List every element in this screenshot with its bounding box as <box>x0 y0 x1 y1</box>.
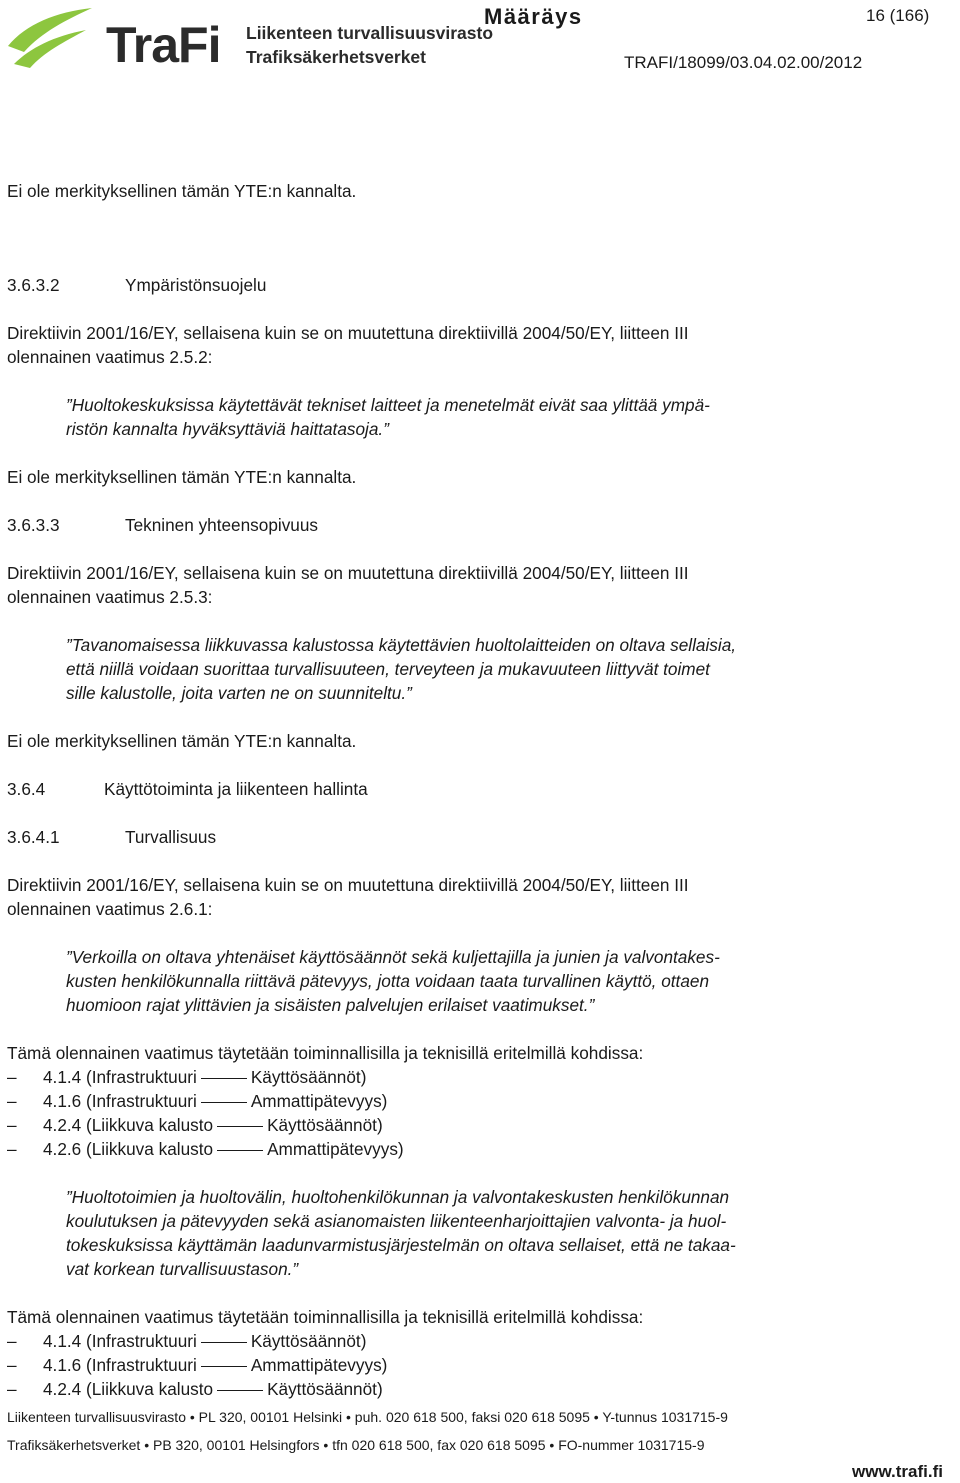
directive-text-3b: olennainen vaatimus 2.6.1: <box>7 899 213 919</box>
paragraph-not-relevant-3: Ei ole merkityksellinen tämän YTE:n kannalta. <box>7 731 357 751</box>
list-item-topic: Käyttösäännöt) <box>250 1067 367 1087</box>
list-item <box>7 1378 383 1400</box>
paragraph-requirement-1: Tämä olennainen vaatimus täytetään toiminnallisilla ja teknisillä eritelmillä kohdissa: <box>7 1043 644 1063</box>
dash-bullet: – <box>7 1115 17 1135</box>
list-item-ref: 4.2.4 (Liikkuva kalusto <box>43 1115 214 1135</box>
list-item-topic: Ammattipätevyys) <box>267 1139 404 1159</box>
section-title: Käyttötoiminta ja liikenteen hallinta <box>104 779 368 799</box>
em-dash-separator <box>201 1102 247 1103</box>
directive-text-3a: Direktiivin 2001/16/EY, sellaisena kuin se on muutettuna direktiivillä 2004/50/EY, liitteen III <box>7 875 689 895</box>
quote-3c: huomioon rajat ylittävien ja sisäisten palvelujen erilaiset vaatimukset.” <box>66 995 595 1015</box>
list-item-topic: Käyttösäännöt) <box>267 1115 383 1135</box>
section-title: Tekninen yhteensopivuus <box>125 515 319 535</box>
directive-text-2a: Direktiivin 2001/16/EY, sellaisena kuin se on muutettuna direktiivillä 2004/50/EY, liitteen III <box>7 563 689 583</box>
dash-bullet: – <box>7 1355 17 1375</box>
list-item-ref: 4.1.6 (Infrastruktuuri <box>43 1091 197 1111</box>
em-dash-separator <box>217 1150 263 1151</box>
quote-4a: ”Huoltotoimien ja huoltovälin, huoltohenkilökunnan ja valvontakeskusten henkilökunnan <box>66 1187 730 1207</box>
page-number: 16 (166) <box>866 6 930 25</box>
website-link[interactable]: www.trafi.fi <box>852 1462 943 1481</box>
quote-3a: ”Verkoilla on oltava yhtenäiset käyttösäännöt sekä kuljettajilla ja junien ja valvontakes- <box>66 947 720 967</box>
section-number: 3.6.4.1 <box>7 827 60 847</box>
footer-contact-sv: Trafiksäkerhetsverket • PB 320, 00101 Helsingfors • tfn 020 618 500, fax 020 618 5095 • FO-nummer 1031715-9 <box>7 1437 705 1453</box>
quote-2c: sille kalustolle, joita varten ne on suunniteltu.” <box>66 683 412 703</box>
paragraph-requirement-2: Tämä olennainen vaatimus täytetään toiminnallisilla ja teknisillä eritelmillä kohdissa: <box>7 1307 644 1327</box>
list-item-topic: Käyttösäännöt) <box>267 1379 383 1399</box>
dash-bullet: – <box>7 1331 17 1351</box>
section-heading-3-6-3-2 <box>7 274 266 296</box>
list-item-topic: Käyttösäännöt) <box>250 1331 367 1351</box>
dash-bullet: – <box>7 1067 17 1087</box>
list-item-ref: 4.1.6 (Infrastruktuuri <box>43 1355 197 1375</box>
directive-text-1a: Direktiivin 2001/16/EY, sellaisena kuin se on muutettuna direktiivillä 2004/50/EY, liitteen III <box>7 323 689 343</box>
quote-3b: kusten henkilökunnalla riittävä pätevyys, jotta voidaan taata turvallinen käyttö, ottaen <box>66 971 710 991</box>
list-item <box>7 1090 387 1112</box>
paragraph-not-relevant-1: Ei ole merkityksellinen tämän YTE:n kannalta. <box>7 181 357 201</box>
dash-bullet: – <box>7 1091 17 1111</box>
list-item <box>7 1114 383 1136</box>
section-number: 3.6.3.2 <box>7 275 60 295</box>
document-type: Määräys <box>484 4 583 29</box>
section-heading-3-6-4-1 <box>7 826 216 848</box>
paragraph-not-relevant-2: Ei ole merkityksellinen tämän YTE:n kannalta. <box>7 467 357 487</box>
trafi-swoosh-icon <box>6 6 96 76</box>
agency-name-fi: Liikenteen turvallisuusvirasto <box>246 23 494 43</box>
section-title: Turvallisuus <box>125 827 217 847</box>
quote-2b: että niillä voidaan suorittaa turvallisuuteen, terveyteen ja mukavuuteen liittyvät toimet <box>66 659 710 679</box>
dash-bullet: – <box>7 1379 17 1399</box>
quote-4c: tokeskuksissa käyttämän laadunvarmistusjärjestelmän on oltava sellaiset, että ne takaa- <box>66 1235 736 1255</box>
list-item <box>7 1138 404 1160</box>
list-item-ref: 4.2.6 (Liikkuva kalusto <box>43 1139 214 1159</box>
directive-text-1b: olennainen vaatimus 2.5.2: <box>7 347 213 367</box>
logo-wordmark: TraFi <box>106 17 221 73</box>
directive-text-2b: olennainen vaatimus 2.5.3: <box>7 587 213 607</box>
quote-4b: koulutuksen ja pätevyyden sekä asianomaisten liikenteenharjoittajien valvonta- ja huol- <box>66 1211 727 1231</box>
em-dash-separator <box>201 1366 247 1367</box>
em-dash-separator <box>217 1390 263 1391</box>
list-item-ref: 4.1.4 (Infrastruktuuri <box>43 1331 197 1351</box>
list-item <box>7 1066 366 1088</box>
list-item <box>7 1330 366 1352</box>
section-heading-3-6-3-3 <box>7 514 318 536</box>
quote-1b: ristön kannalta hyväksyttäviä haittatasoja.” <box>66 419 389 439</box>
list-item-ref: 4.1.4 (Infrastruktuuri <box>43 1067 197 1087</box>
em-dash-separator <box>201 1342 247 1343</box>
dash-bullet: – <box>7 1139 17 1159</box>
quote-1a: ”Huoltokeskuksissa käytettävät tekniset laitteet ja menetelmät eivät saa ylittää ympä- <box>66 395 710 415</box>
section-number: 3.6.4 <box>7 779 46 799</box>
section-title: Ympäristönsuojelu <box>125 275 267 295</box>
trafi-logo <box>6 6 494 76</box>
quote-2a: ”Tavanomaisessa liikkuvassa kalustossa käytettävien huoltolaitteiden on oltava sellaisia, <box>66 635 737 655</box>
list-item-topic: Ammattipätevyys) <box>250 1091 388 1111</box>
list-item <box>7 1354 387 1376</box>
quote-4d: vat korkean turvallisuustason.” <box>66 1259 299 1279</box>
document-reference: TRAFI/18099/03.04.02.00/2012 <box>624 53 863 72</box>
list-item-topic: Ammattipätevyys) <box>250 1355 388 1375</box>
footer-contact-fi: Liikenteen turvallisuusvirasto • PL 320, 00101 Helsinki • puh. 020 618 500, faksi 020 618 5095 • Y-tunnus 1031715-9 <box>7 1409 728 1425</box>
list-item-ref: 4.2.4 (Liikkuva kalusto <box>43 1379 214 1399</box>
section-number: 3.6.3.3 <box>7 515 60 535</box>
em-dash-separator <box>201 1078 247 1079</box>
agency-name-sv: Trafiksäkerhetsverket <box>246 47 426 67</box>
section-heading-3-6-4 <box>7 778 368 800</box>
em-dash-separator <box>217 1126 263 1127</box>
